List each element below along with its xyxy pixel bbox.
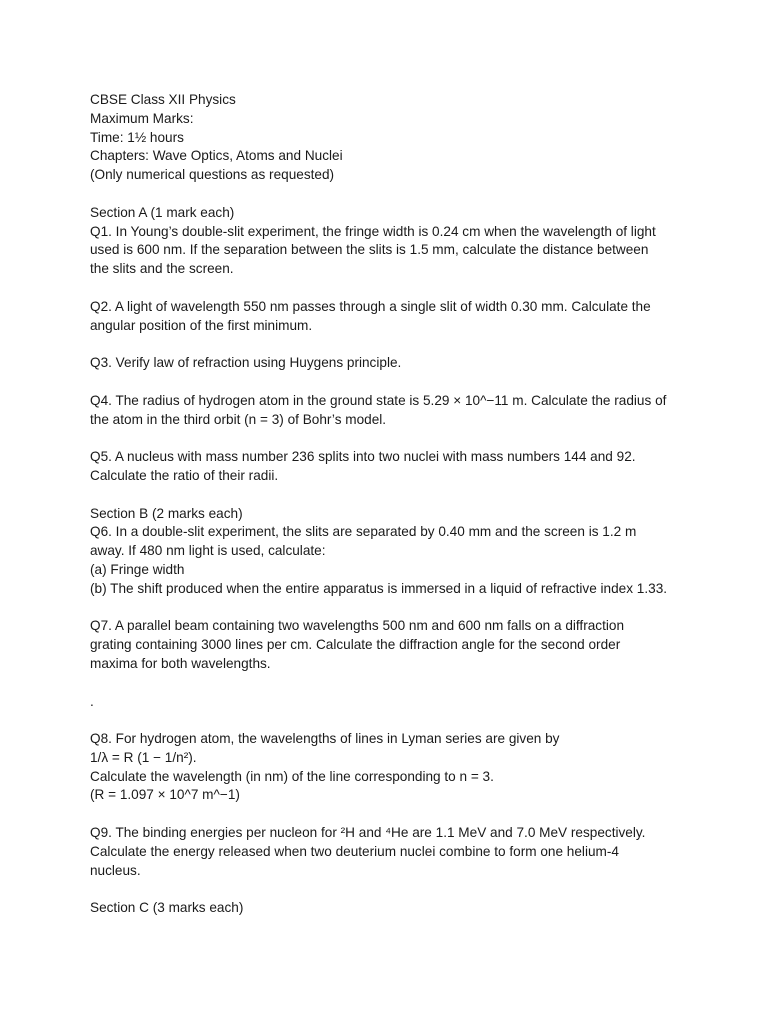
question-6-part-b: (b) The shift produced when the entire apparatus is immersed in a liquid of refractive index 1.33. <box>90 580 668 596</box>
question-8-line-1: Q8. For hydrogen atom, the wavelengths of lines in Lyman series are given by <box>90 731 560 747</box>
spacer <box>90 185 690 204</box>
spacer <box>90 429 690 448</box>
spacer <box>90 335 690 354</box>
question-8-constant: (R = 1.097 × 10^7 m^−1) <box>90 787 240 803</box>
question-9-line-3: nucleus. <box>90 862 141 878</box>
section-c-heading: Section C (3 marks each) <box>90 900 244 916</box>
section-a-heading: Section A (1 mark each) <box>90 204 235 220</box>
question-1-line-1: Q1. In Young’s double-slit experiment, the fringe width is 0.24 cm when the wavelength of light <box>90 223 656 239</box>
question-8-formula: 1/λ = R (1 − 1/n²). <box>90 749 197 765</box>
question-4-line-2: the atom in the third orbit (n = 3) of Bohr’s model. <box>90 411 387 427</box>
section-b-heading: Section B (2 marks each) <box>90 505 243 521</box>
question-4-line-1: Q4. The radius of hydrogen atom in the ground state is 5.29 × 10^−11 m. Calculate the radius of <box>90 392 667 408</box>
question-6-line-1: Q6. In a double-slit experiment, the slits are separated by 0.40 mm and the screen is 1.2 m <box>90 524 637 540</box>
question-9-line-2: Calculate the energy released when two deuterium nuclei combine to form one helium-4 <box>90 843 619 859</box>
spacer <box>90 674 690 693</box>
spacer <box>90 373 690 392</box>
question-7-line-2: grating containing 3000 lines per cm. Calculate the diffraction angle for the second order <box>90 637 621 653</box>
stray-dot: . <box>90 693 94 709</box>
question-1-line-3: the slits and the screen. <box>90 261 234 277</box>
question-6-line-2: away. If 480 nm light is used, calculate: <box>90 543 326 559</box>
question-5-line-2: Calculate the ratio of their radii. <box>90 467 279 483</box>
question-6-part-a: (a) Fringe width <box>90 561 185 577</box>
question-5-line-1: Q5. A nucleus with mass number 236 splits into two nuclei with mass numbers 144 and 92. <box>90 449 636 465</box>
exam-time: Time: 1½ hours <box>90 129 184 145</box>
question-3-line-1: Q3. Verify law of refraction using Huygens principle. <box>90 355 402 371</box>
question-9-line-1: Q9. The binding energies per nucleon for ²H and ⁴He are 1.1 MeV and 7.0 MeV respectively. <box>90 825 646 841</box>
question-1-line-2: used is 600 nm. If the separation between the slits is 1.5 mm, calculate the distance between <box>90 242 649 258</box>
spacer <box>90 805 690 824</box>
spacer <box>90 486 690 505</box>
exam-chapters: Chapters: Wave Optics, Atoms and Nuclei <box>90 148 343 164</box>
question-8-line-3: Calculate the wavelength (in nm) of the line corresponding to n = 3. <box>90 768 494 784</box>
exam-note: (Only numerical questions as requested) <box>90 167 335 183</box>
exam-title: CBSE Class XII Physics <box>90 92 236 107</box>
spacer <box>90 599 690 618</box>
spacer <box>90 279 690 298</box>
exam-document <box>90 91 690 918</box>
spacer <box>90 880 690 899</box>
spacer <box>90 711 690 730</box>
question-2-line-2: angular position of the first minimum. <box>90 317 313 333</box>
question-7-line-1: Q7. A parallel beam containing two wavelengths 500 nm and 600 nm falls on a diffraction <box>90 618 625 634</box>
question-7-line-3: maxima for both wavelengths. <box>90 655 271 671</box>
maximum-marks: Maximum Marks: <box>90 110 194 126</box>
question-2-line-1: Q2. A light of wavelength 550 nm passes through a single slit of width 0.30 mm. Calculate the <box>90 298 651 314</box>
